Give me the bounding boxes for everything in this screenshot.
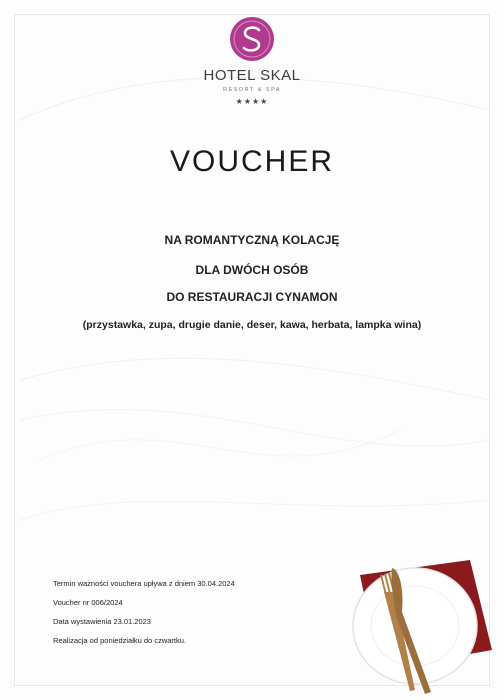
menu-items: (przystawka, zupa, drugie danie, deser, kawa, herbata, lampka wina) (82, 319, 422, 331)
voucher-number: Voucher nr 006/2024 (53, 598, 123, 607)
realization-note: Realizacja od poniedziałku do czwartku. (53, 636, 186, 645)
issue-date: Data wystawienia 23.01.2023 (53, 617, 151, 626)
hotel-stars: ★★★★ (235, 97, 269, 106)
hotel-name: HOTEL SKAL (203, 67, 301, 84)
offer-line-1: NA ROMANTYCZNĄ KOLACJĘ (164, 233, 340, 247)
offer-line-3: DO RESTAURACJI CYNAMON (166, 290, 338, 304)
voucher-title: VOUCHER (169, 145, 334, 178)
validity-text: Termin ważności vouchera upływa z dniem 30.04.2024 (53, 579, 235, 588)
hotel-tagline: RESORT & SPA (222, 87, 282, 93)
hotel-logo-icon (229, 16, 275, 62)
plate-cutlery-illustration (320, 540, 504, 700)
offer-line-2: DLA DWÓCH OSÓB (195, 263, 309, 277)
